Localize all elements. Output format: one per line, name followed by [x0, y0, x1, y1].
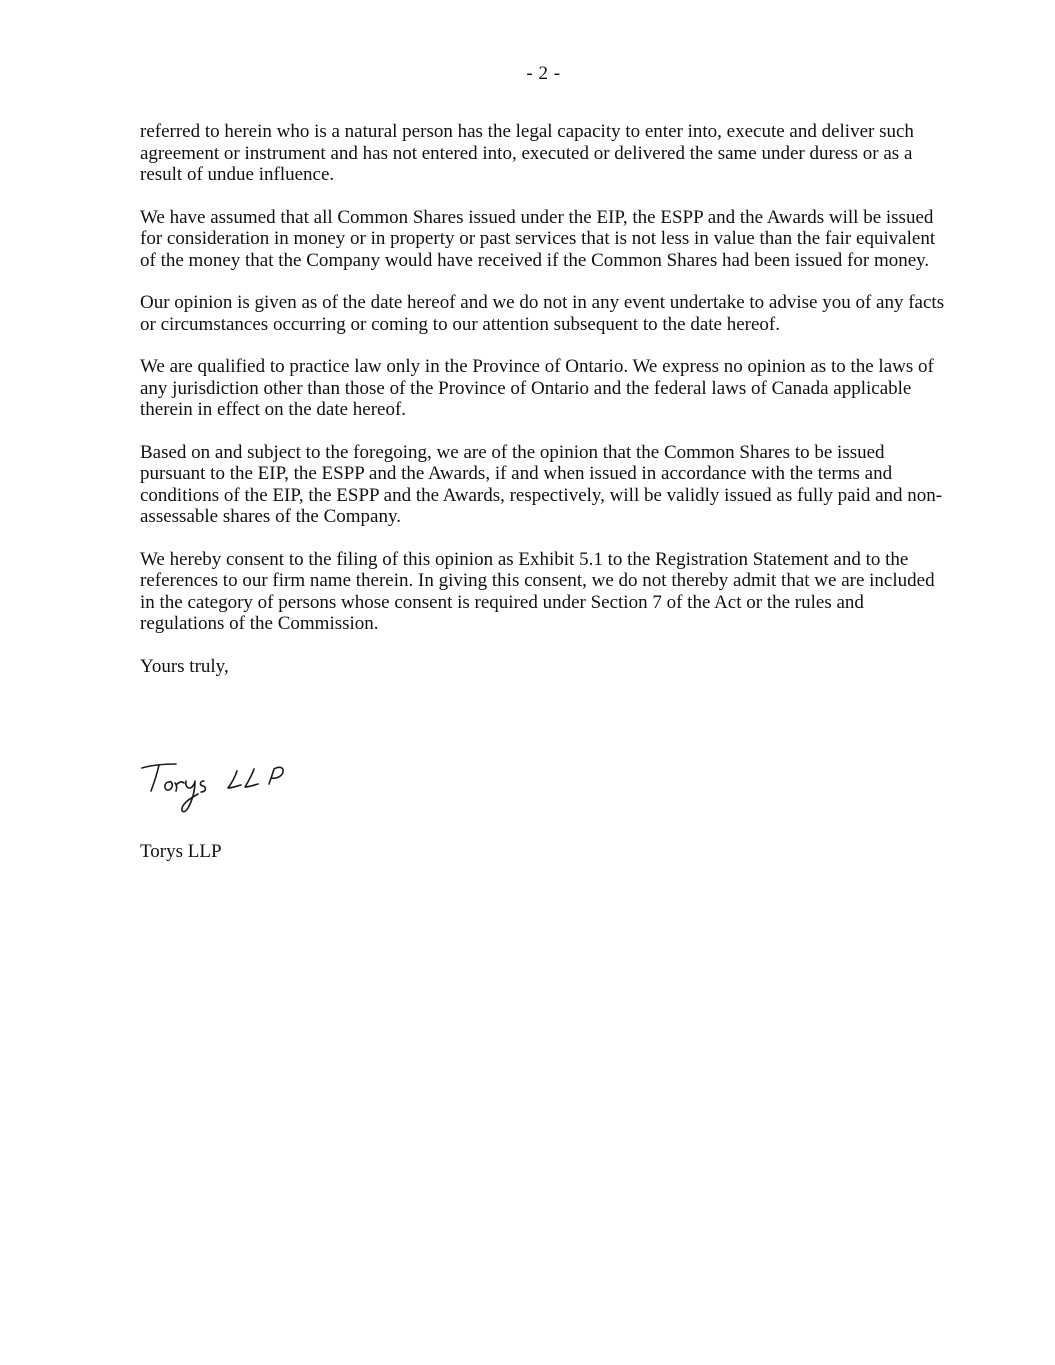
paragraph-capacity: referred to herein who is a natural person has the legal capacity to enter into, execute and deliver such agreement or instrument and has not entered into, executed or delivered the same under duress or as a result of undue influence. — [140, 121, 914, 185]
page-number: - 2 - — [526, 63, 561, 84]
paragraph-date-of-opinion: Our opinion is given as of the date hereof and we do not in any event undertake to advise you of any facts or circumstances occurring or coming to our attention subsequent to the date hereof. — [140, 292, 945, 335]
paragraph-consent: We hereby consent to the filing of this opinion as Exhibit 5.1 to the Registration Statement and to the references to our firm name therein. In giving this consent, we do not thereby admit that we are included in the category of persons whose consent is required under Section 7 of the Act or the rules and regulations of the Commission. — [140, 548, 935, 634]
paragraph-jurisdiction: We are qualified to practice law only in the Province of Ontario. We express no opinion as to the laws of any jurisdiction other than those of the Province of Ontario and the federal laws of Canada applicable therein in effect on the date hereof. — [140, 356, 934, 420]
letter-body — [140, 121, 952, 698]
paragraph-consideration: We have assumed that all Common Shares issued under the EIP, the ESPP and the Awards will be issued for consideration in money or in property or past services that is not less in value than the fair equivalent of the money that the Company would have received if the Common Shares had been issued for money. — [140, 206, 936, 271]
paragraph-opinion: Based on and subject to the foregoing, we are of the opinion that the Common Shares to be issued pursuant to the EIP, the ESPP and the Awards, if and when issued in accordance with the terms and conditions of the EIP, the ESPP and the Awards, respectively, will be validly issued as fully paid and non-assessable shares of the Company. — [140, 441, 943, 527]
signatory-name: Torys LLP — [140, 841, 222, 862]
handwritten-signature — [138, 752, 298, 822]
closing: Yours truly, — [140, 655, 229, 677]
